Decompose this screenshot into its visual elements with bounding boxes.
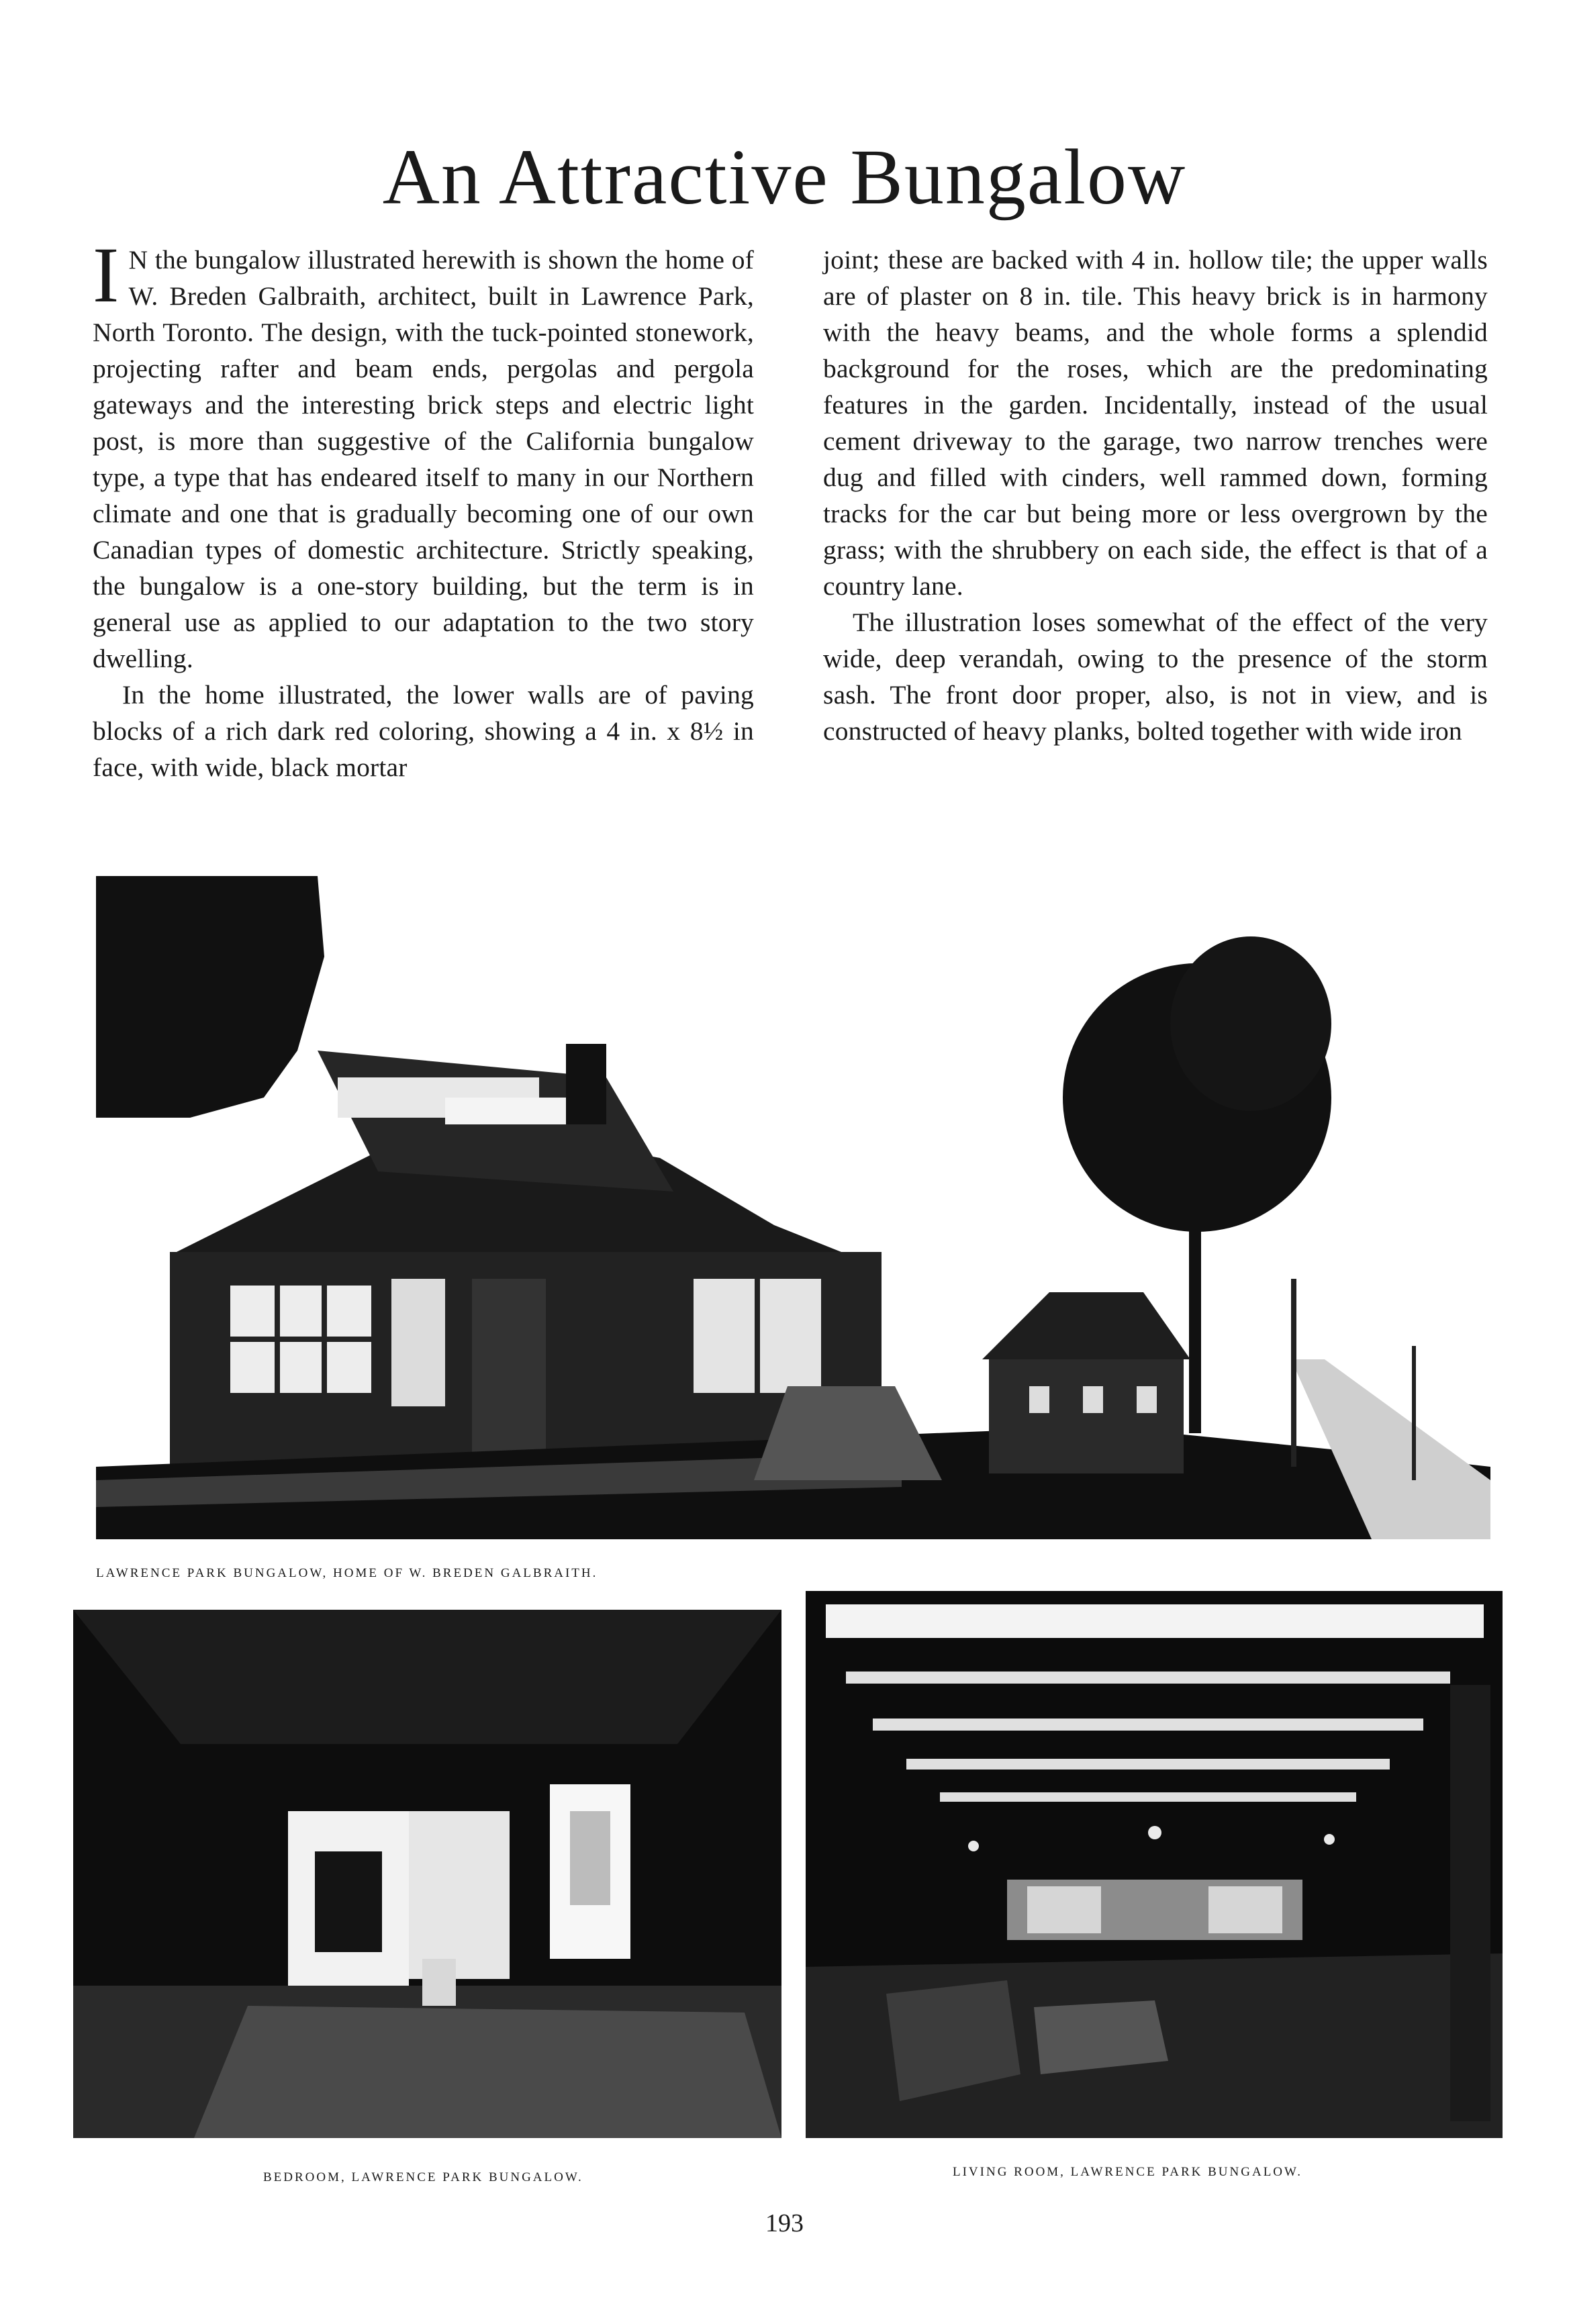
main-photo-caption: LAWRENCE PARK BUNGALOW, HOME OF W. BREDEN GALBRAITH.	[96, 1566, 598, 1580]
paragraph-1	[93, 231, 754, 677]
paragraph-1-text: N the bungalow illustrated herewith is shown the home of W. Breden Galbraith, architect, built in Lawrence Park, North Toronto. The design, with the tuck-pointed stonework, projecting rafter and beam ends, pergolas and pergola gateways and the interesting brick steps and electric light post, is more than suggestive of the California bungalow type, a type that has endeared itself to many in our Northern climate and one that is gradually becoming one of our own Canadian types of domestic architecture. Strictly speaking, the bungalow is a one-story building, but the term is in general use as applied to our adaptation to the two story dwelling.	[93, 245, 754, 673]
page-number: 193	[765, 2209, 804, 2237]
bedroom-photo	[73, 1610, 781, 2138]
bungalow-exterior-illustration	[96, 876, 1490, 1539]
living-room-caption: LIVING ROOM, LAWRENCE PARK BUNGALOW.	[953, 2165, 1302, 2179]
page-title: An Attractive Bungalow	[382, 133, 1187, 221]
drop-cap: I	[93, 231, 120, 319]
paragraph-4: The illustration loses somewhat of the effect of the very wide, deep verandah, owing to the presence of the storm sash. The front door proper, also, is not in view, and is constructed of heavy planks, bolted together with wide iron	[823, 608, 1488, 746]
paragraph-3: joint; these are backed with 4 in. hollow tile; the upper walls are of plaster on 8 in. tile. This heavy brick is in harmony with the heavy beams, and the whole forms a splendid background for the roses, which are the predominating features in the garden. Incidentally, instead of the usual cement driveway to the garage, two narrow trenches were dug and filled with cinders, well rammed down, forming tracks for the car but being more or less overgrown by the grass; with the shrubbery on each side, the effect is that of a country lane.	[823, 245, 1488, 601]
living-room-illustration	[806, 1591, 1503, 2138]
living-room-photo	[806, 1591, 1503, 2138]
bungalow-exterior-photo	[96, 876, 1490, 1539]
paragraph-2: In the home illustrated, the lower walls are of paving blocks of a rich dark red coloring, showing a 4 in. x 8½ in face, with wide, black mortar	[93, 680, 754, 782]
bedroom-caption: BEDROOM, LAWRENCE PARK BUNGALOW.	[263, 2170, 583, 2184]
bedroom-illustration	[73, 1610, 781, 2138]
left-column	[93, 231, 754, 785]
right-column	[823, 242, 1488, 749]
